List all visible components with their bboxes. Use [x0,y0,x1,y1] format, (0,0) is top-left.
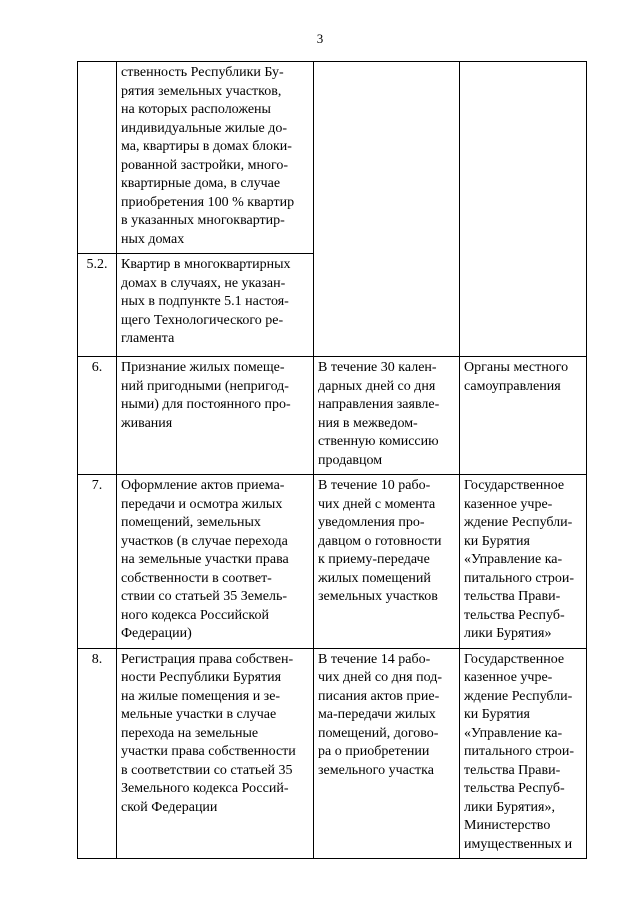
cell-text-line: ждение Республи- [464,515,573,530]
cell-text-line: участки права собственности [121,744,296,759]
cell-text-line: питального строи- [464,570,575,586]
row-number-cell: 7. [78,475,117,649]
cell-text-line: ма-передачи жилых [318,707,436,722]
cell-text-line: ра о приобретении [318,744,430,759]
cell-text-line: самоуправления [464,378,561,394]
cell-text-line: тельства Респуб- [464,607,565,623]
cell-text-line: тельства Прави- [464,762,561,778]
cell-text-line: имущественных и [464,836,573,852]
cell-text-line: чих дней со дня под- [318,670,442,685]
cell-text-line: чих дней с момента [318,496,436,512]
cell-text-line: гламента [121,331,175,346]
table-row [78,648,587,859]
cell-text-line: ний пригодными (непригод- [121,378,289,394]
term-cell [314,357,460,475]
cell-text-line: квартирные дома, в случае [121,176,281,191]
cell-text-line: Министерство [464,818,551,833]
cell-text-line: земельного участка [318,762,434,778]
cell-text-line: В течение 30 кален- [318,360,437,375]
cell-text-line: на которых расположены [121,102,271,117]
executor-cell [460,648,587,859]
cell-text-line: ных в подпункте 5.1 настоя- [121,294,289,309]
cell-text-line: на земельные участки права [121,552,289,567]
subject-cell [117,62,314,254]
cell-text-line: ма, квартиры в домах блоки- [121,139,292,154]
cell-text-line: Земельного кодекса Россий- [121,781,289,796]
cell-text-line: В течение 14 рабо- [318,651,431,667]
table-row [78,475,587,649]
cell-text-line: уведомления про- [318,515,425,530]
cell-text-line: дарных дней со дня [318,378,436,394]
page-number: 3 [316,31,324,46]
cell-text-line: продавцом [318,452,383,468]
cell-text-line: Квартир в многоквартирных [121,257,291,272]
cell-text-line: участков (в случае перехода [121,533,288,549]
cell-text-line: перехода на земельные [121,725,259,741]
cell-text-line: помещений, земельных [121,515,261,530]
term-cell [314,62,460,357]
subject-cell [117,648,314,859]
cell-text-line: рованной застройки, много- [121,157,289,173]
cell-text-line: живания [121,415,173,431]
cell-text-line: Оформление актов приема- [121,478,285,493]
cell-text-line: Федерации) [121,626,192,641]
cell-text-line: ки Бурятия [464,707,530,722]
cell-text-line: писания актов прие- [318,688,440,704]
cell-text-line: жилых помещений [318,570,431,586]
cell-text-line: тельства Респуб- [464,781,565,796]
subject-cell [117,357,314,475]
cell-text-line: В течение 10 рабо- [318,478,431,493]
cell-text-line: ской Федерации [121,799,218,815]
cell-text-line: приобретения 100 % квартир [121,194,295,210]
cell-text-line: Признание жилых помеще- [121,360,285,375]
cell-text-line: тельства Прави- [464,589,561,604]
cell-text-line: направления заявле- [318,397,440,412]
row-number-cell: 5.2. [78,254,117,357]
cell-text-line: рятия земельных участков, [121,83,282,99]
row-number-cell [78,62,117,254]
cell-text-line: ки Бурятия [464,533,530,549]
table-row [78,62,587,254]
cell-text-line: «Управление ка- [464,552,563,567]
cell-text-line: ждение Республи- [464,688,573,704]
executor-cell [460,62,587,357]
cell-text-line: ных домах [121,231,185,247]
cell-text-line: индивидуальные жилые до- [121,120,288,136]
cell-text-line: на жилые помещения и зе- [121,688,281,704]
subject-cell [117,254,314,357]
cell-text-line: помещений, догово- [318,725,439,741]
cell-text-line: Органы местного [464,360,569,375]
cell-text-line: Государственное [464,478,565,493]
cell-text-line: ными) для постоянного про- [121,397,291,412]
subject-cell [117,475,314,649]
cell-text-line: давцом о готовности [318,533,442,549]
cell-text-line: лики Бурятия» [464,626,552,641]
cell-text-line: Государственное [464,651,565,667]
cell-text-line: собственности в соответ- [121,570,272,586]
cell-text-line: казенное учре- [464,496,553,512]
cell-text-line: домах в случаях, не указан- [121,275,286,291]
cell-text-line: ственную комиссию [318,434,439,449]
cell-text-line: в указанных многоквартир- [121,213,285,228]
cell-text-line: ствии со статьей 35 Земель- [121,589,288,604]
cell-text-line: ного кодекса Российской [121,607,269,623]
row-number-cell: 8. [78,648,117,859]
cell-text-line: щего Технологического ре- [121,312,284,328]
cell-text-line: казенное учре- [464,670,553,685]
cell-text-line: ния в межведом- [318,415,418,431]
cell-text-line: питального строи- [464,744,575,759]
table-row [78,357,587,475]
cell-text-line: Регистрация права собствен- [121,651,294,667]
cell-text-line: ности Республики Бурятия [121,670,282,685]
executor-cell [460,475,587,649]
cell-text-line: передачи и осмотра жилых [121,496,283,512]
term-cell [314,648,460,859]
cell-text-line: в соответствии со статьей 35 [121,762,293,778]
row-number-cell: 6. [78,357,117,475]
cell-text-line: ственность Республики Бу- [121,65,284,80]
term-cell [314,475,460,649]
cell-text-line: «Управление ка- [464,725,563,741]
cell-text-line: к приему-передаче [318,552,430,567]
cell-text-line: лики Бурятия», [464,799,555,815]
executor-cell [460,357,587,475]
cell-text-line: земельных участков [318,589,438,604]
regulation-table [77,61,587,859]
cell-text-line: мельные участки в случае [121,707,277,722]
